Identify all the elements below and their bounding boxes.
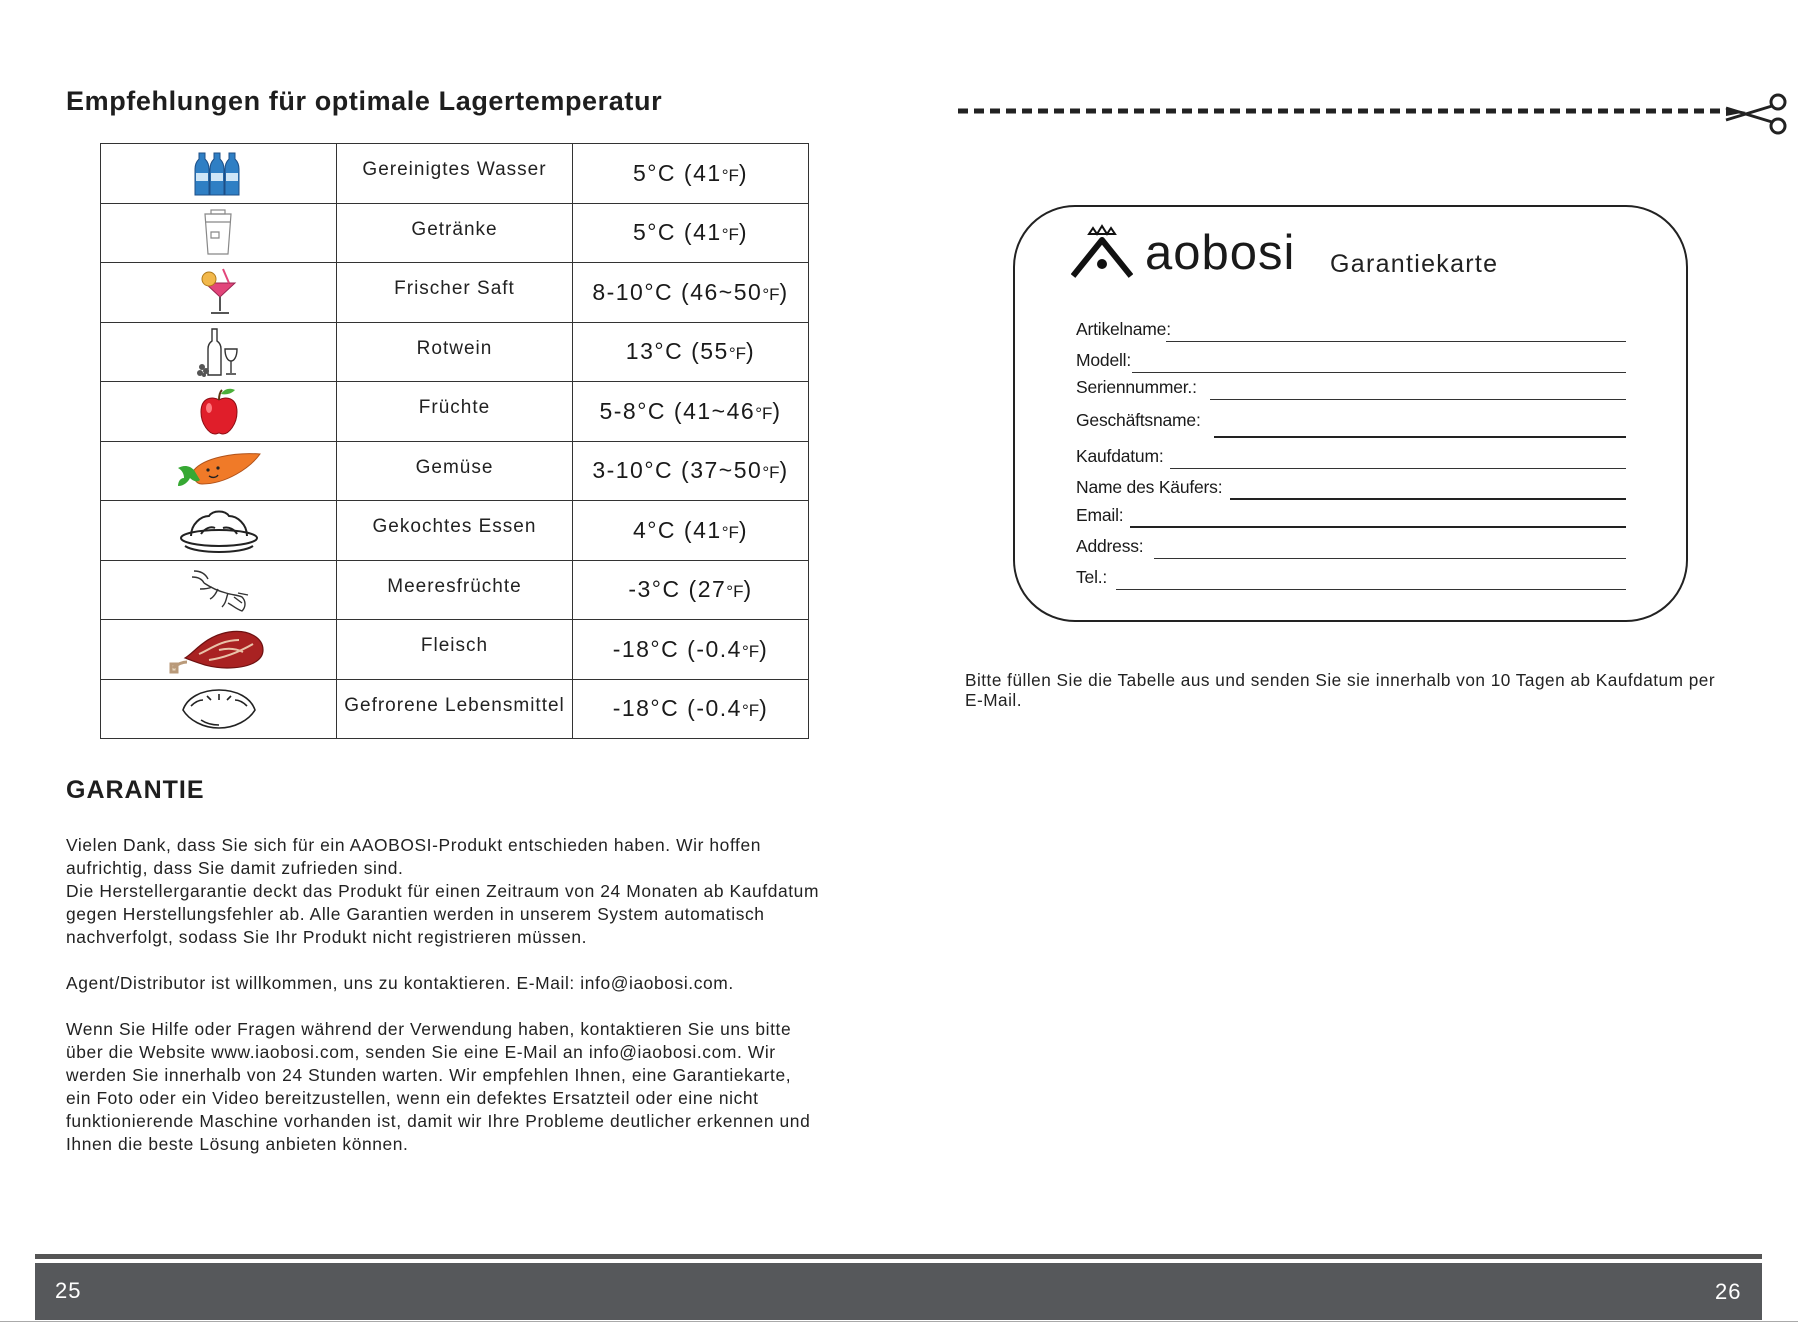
table-row [101, 203, 809, 263]
food-name: Gefrorene Lebensmittel [337, 679, 573, 739]
page-number-right: 26 [1715, 1279, 1742, 1304]
table-row [101, 560, 809, 620]
temperature-value: 5-8°C (41~46°F) [573, 382, 809, 442]
temperature-value: -18°C (-0.4°F) [573, 679, 809, 739]
text-line: Die Herstellergarantie deckt das Produkt für einen Zeitraum von 24 Monaten ab Kaufdatum [66, 881, 820, 901]
carrot-icon [101, 441, 337, 501]
text-line: funktionierende Maschine vorhanden ist, damit wir Ihre Probleme deutlicher erkennen und [66, 1111, 811, 1131]
field-line[interactable] [1130, 526, 1626, 528]
food-name: Gekochtes Essen [337, 501, 573, 561]
temperature-value: -18°C (-0.4°F) [573, 620, 809, 680]
aobosi-crown-logo-icon [1071, 224, 1133, 278]
cut-line [958, 104, 1728, 118]
card-title: Garantiekarte [1330, 250, 1499, 278]
steak-icon [101, 620, 337, 680]
table-row [101, 441, 809, 501]
drink-cup-icon [101, 203, 337, 263]
food-name: Frischer Saft [337, 263, 573, 323]
temperature-value: 5°C (41°F) [573, 144, 809, 204]
table-row [101, 382, 809, 442]
cooked-dish-icon [101, 501, 337, 561]
temperature-value: 5°C (41°F) [573, 203, 809, 263]
food-name: Früchte [337, 382, 573, 442]
page-number-left: 25 [55, 1278, 82, 1303]
address-field[interactable] [1076, 533, 1626, 559]
email-field[interactable] [1076, 502, 1626, 528]
food-name: Gemüse [337, 441, 573, 501]
phone-field[interactable] [1076, 564, 1626, 590]
text-line: über die Website www.iaobosi.com, senden Sie eine E-Mail an info@iaobosi.com. Wir [66, 1042, 776, 1062]
text-line: nachverfolgt, sodass Sie Ihr Produkt nicht registrieren müssen. [66, 927, 588, 947]
temperature-table [100, 143, 809, 739]
water-bottles-icon [101, 144, 337, 204]
field-line[interactable] [1116, 589, 1626, 590]
text-line: Ihnen die beste Lösung anbieten können. [66, 1134, 409, 1154]
field-label: Email: [1076, 505, 1124, 525]
buyer-name-field[interactable] [1076, 474, 1626, 500]
temperature-value: 3-10°C (37~50°F) [573, 441, 809, 501]
text-line: werden Sie innerhalb von 24 Stunden warten. Wir empfehlen Ihnen, eine Garantiekarte, [66, 1065, 792, 1085]
field-label: Name des Käufers: [1076, 477, 1223, 497]
food-name: Gereinigtes Wasser [337, 144, 573, 204]
field-line[interactable] [1170, 468, 1626, 469]
food-name: Getränke [337, 203, 573, 263]
text-line: Agent/Distributor ist willkommen, uns zu kontaktieren. E-Mail: info@iaobosi.com. [66, 973, 734, 993]
food-name: Fleisch [337, 620, 573, 680]
field-line[interactable] [1132, 372, 1626, 373]
warranty-heading: GARANTIE [66, 776, 205, 804]
text-line: ein Foto oder ein Video bereitzustellen, wenn ein defektes Ersatzteil oder eine nicht [66, 1088, 759, 1108]
table-row [101, 679, 809, 739]
apple-icon [101, 382, 337, 442]
field-label: Artikelname: [1076, 319, 1171, 339]
temperature-value: 13°C (55°F) [573, 322, 809, 382]
serial-number-field[interactable] [1076, 374, 1626, 400]
dumpling-icon [101, 679, 337, 739]
temperature-value: -3°C (27°F) [573, 560, 809, 620]
footer-rule [35, 1254, 1762, 1259]
text-line: gegen Herstellungsfehler ab. Alle Garantien werden in unserem System automatisch [66, 904, 765, 924]
model-field[interactable] [1076, 347, 1626, 373]
temperature-value: 8-10°C (46~50°F) [573, 263, 809, 323]
purchase-date-field[interactable] [1076, 443, 1626, 469]
article-name-field[interactable] [1076, 316, 1626, 342]
field-line[interactable] [1166, 341, 1626, 342]
table-row [101, 263, 809, 323]
food-name: Meeresfrüchte [337, 560, 573, 620]
table-row [101, 322, 809, 382]
field-line[interactable] [1154, 558, 1626, 559]
table-row [101, 501, 809, 561]
field-label: Kaufdatum: [1076, 446, 1164, 466]
card-instruction: Bitte füllen Sie die Tabelle aus und senden Sie sie innerhalb von 10 Tagen ab Kaufdatum per E-Mail. [965, 670, 1716, 710]
text-line: aufrichtig, dass Sie damit zufrieden sind. [66, 858, 404, 878]
warranty-paragraph-2 [66, 972, 866, 995]
cocktail-glass-icon [101, 263, 337, 323]
table-row [101, 144, 809, 204]
warranty-paragraph-3 [66, 1018, 866, 1156]
temperature-value: 4°C (41°F) [573, 501, 809, 561]
wine-bottle-glass-icon [101, 322, 337, 382]
field-label: Modell: [1076, 350, 1132, 370]
text-line: Wenn Sie Hilfe oder Fragen während der Verwendung haben, kontaktieren Sie uns bitte [66, 1019, 792, 1039]
field-line[interactable] [1210, 399, 1626, 400]
field-label: Address: [1076, 536, 1144, 556]
food-name: Rotwein [337, 322, 573, 382]
business-name-field[interactable] [1076, 412, 1626, 438]
field-label: Seriennummer.: [1076, 377, 1197, 397]
text-line: Vielen Dank, dass Sie sich für ein AAOBOSI-Produkt entschieden haben. Wir hoffen [66, 835, 762, 855]
field-label: Tel.: [1076, 567, 1108, 587]
footer-bottom-rule [0, 1321, 1798, 1322]
temperature-section-title: Empfehlungen für optimale Lagertemperatur [66, 86, 663, 116]
table-row [101, 620, 809, 680]
scissors-icon [1722, 92, 1792, 136]
warranty-paragraph-1 [66, 834, 866, 949]
footer-bar [35, 1263, 1762, 1320]
field-label: Geschäftsname: [1076, 410, 1201, 430]
field-line[interactable] [1230, 498, 1626, 500]
lobster-icon [101, 560, 337, 620]
field-line[interactable] [1214, 436, 1626, 438]
brand-name: aobosi [1145, 226, 1296, 280]
